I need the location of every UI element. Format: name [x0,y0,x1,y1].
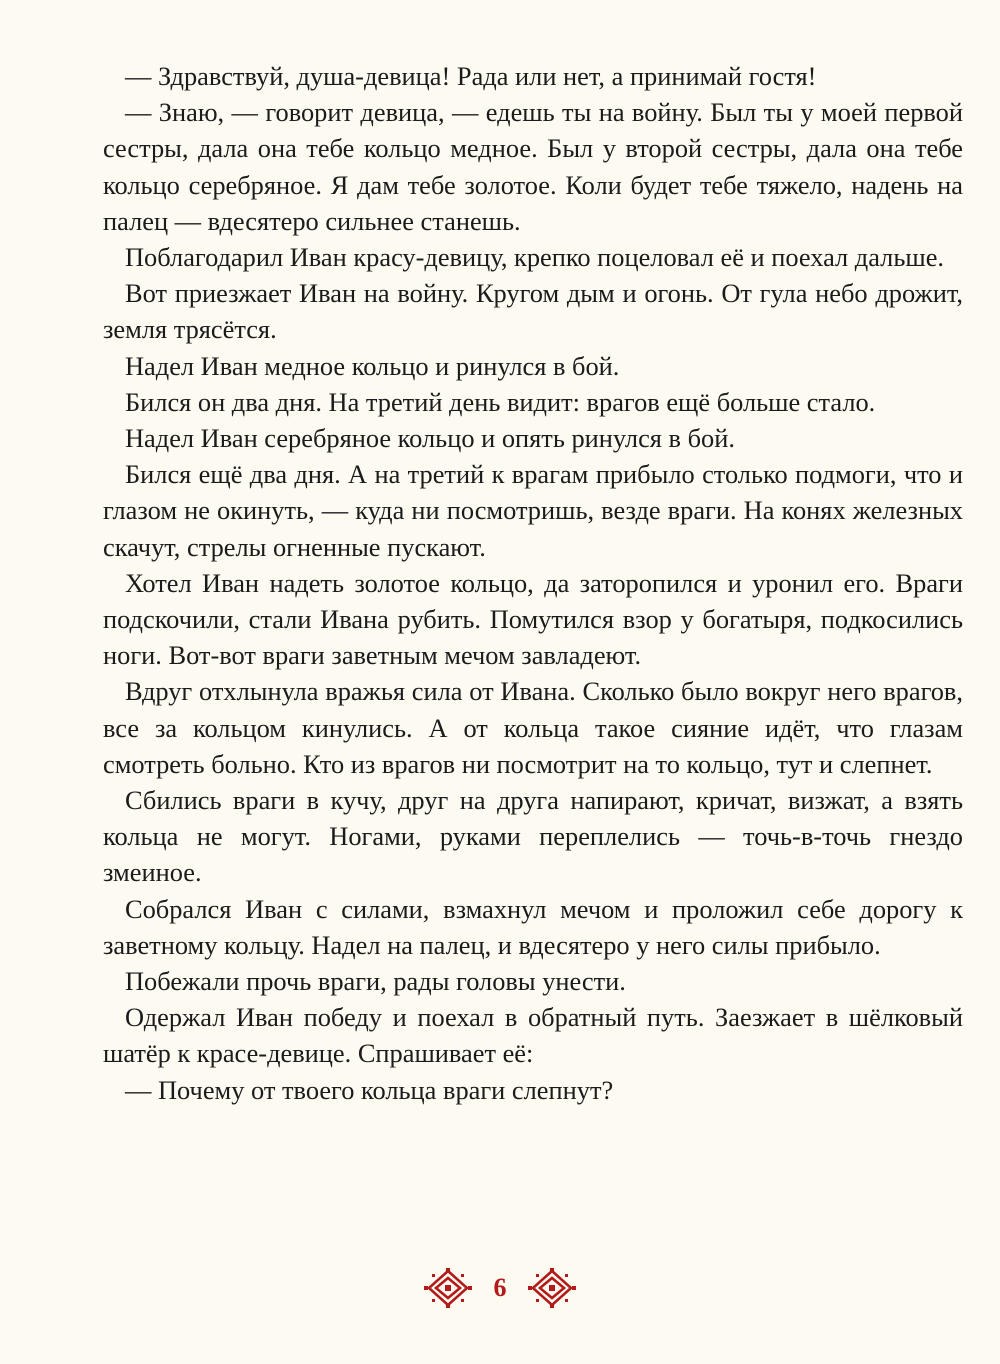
paragraph-9: Хотел Иван надеть золотое кольцо, да заторопился и уронил его. Враги подскочили, стали Ивана рубить. Помутился взор у богатыря, подкосились ноги. Вот-вот враги заветным мечом завладеют. [103,567,963,671]
paragraph-11: Сбились враги в кучу, друг на друга напирают, кричат, визжат, а взять кольца не могут. Ногами, руками переплелись — точь-в-точь гнездо змеиное. [103,785,963,888]
paragraph-4: Вот приезжает Иван на войну. Кругом дым и огонь. От гула небо дрожит, земля трясётся. [103,278,963,345]
folk-ornament-left-icon [424,1268,472,1308]
page-footer [0,1266,1000,1310]
paragraph-3: Поблагодарил Иван красу-девицу, крепко поцеловал её и поехал дальше. [125,242,945,273]
paragraph-1: — Здравствуй, душа-девица! Рада или нет, а принимай гостя! [125,61,817,91]
paragraph-8: Бился ещё два дня. А на третий к врагам прибыло столько подмоги, что и глазом не окинуть, — куда ни посмотришь, везде враги. На конях железных скачут, стрелы огненные пускают. [103,459,963,562]
folk-ornament-right-icon [528,1268,576,1308]
paragraph-10: Вдруг отхлынула вражья сила от Ивана. Сколько было вокруг него врагов, все за кольцом кинулись. А от кольца такое сияние идёт, что глазам смотреть больно. Кто из врагов ни посмотрит на то кольцо, тут и слепнет. [103,676,963,779]
paragraph-2: — Знаю, — говорит девица, — едешь ты на войну. Был ты у моей первой сестры, дала она тебе кольцо медное. Был у второй сестры, дала она тебе кольцо серебряное. Я дам тебе золотое. Коли будет тебе тяжело, надень на палец — вдесятеро сильнее станешь. [103,97,963,236]
paragraph-15: — Почему от твоего кольца враги слепнут? [125,1074,614,1105]
story-text [103,58,963,1108]
paragraph-14: Одержал Иван победу и поехал в обратный путь. Заезжает в шёлковый шатёр к красе-девице. Спрашивает её: [103,1002,963,1069]
paragraph-5: Надел Иван медное кольцо и ринулся в бой. [125,350,620,381]
paragraph-12: Собрался Иван с силами, взмахнул мечом и проложил себе дорогу к заветному кольцу. Надел на палец, и вдесятеро у него силы прибыло. [103,893,963,960]
paragraph-7: Надел Иван серебряное кольцо и опять ринулся в бой. [125,423,735,454]
paragraph-13: Побежали прочь враги, рады головы унести. [125,966,626,997]
page-number: 6 [493,1273,507,1302]
paragraph-6: Бился он два дня. На третий день видит: врагов ещё больше стало. [125,386,876,417]
